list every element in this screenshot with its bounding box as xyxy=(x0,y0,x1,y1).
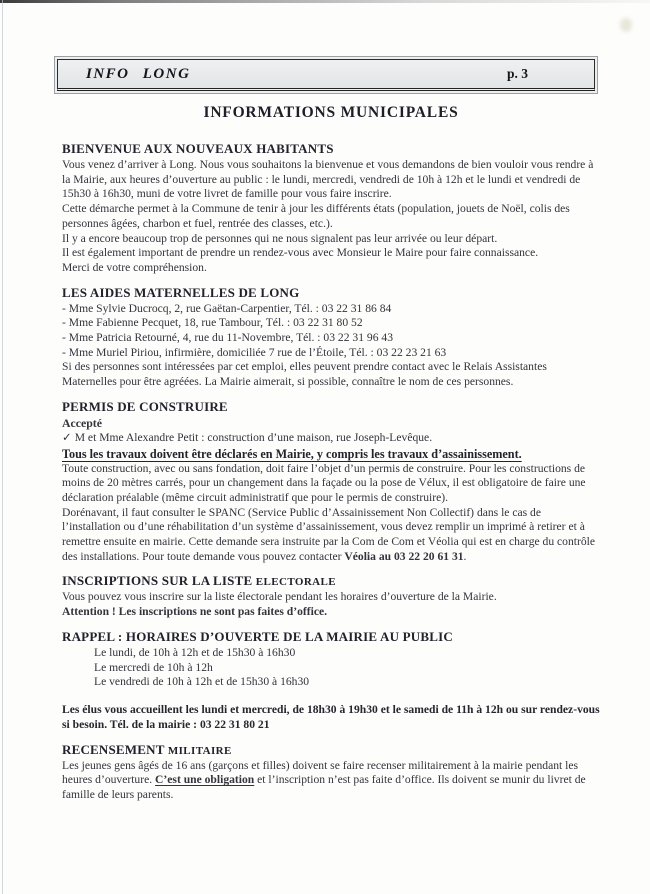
opening-hours-line: Le vendredi de 10h à 12h et de 15h30 à 16h30 xyxy=(94,675,310,689)
paragraph: Vous pouvez vous inscrire sur la liste électorale pendant les horaires d’ouverture de la Mairie. xyxy=(62,590,497,604)
opening-hours-line: Le mercredi de 10h à 12h xyxy=(94,660,213,674)
section-heading-rappel: RAPPEL : HORAIRES D’OUVERTE DE LA MAIRIE AU PUBLIC xyxy=(62,628,453,644)
paragraph: Si des personnes sont intéressées par cet emploi, elles peuvent prendre contact avec le Relais Assistantes Maternelles pour être agréées. La Mairie aimerait, si possible, connaître le nom de ces personnes. xyxy=(62,360,547,389)
paragraph-text: et l’inscription n’est pas faite d’office. Ils doivent se munir du livret de famille de leurs parents. xyxy=(62,773,586,802)
section-recensement-militaire xyxy=(62,742,600,803)
section-heading-recensement xyxy=(62,742,600,758)
newsletter-title: INFO LONG xyxy=(86,65,191,82)
paragraph xyxy=(62,506,600,565)
check-icon: ✓ xyxy=(62,430,72,444)
section-horaires-mairie xyxy=(62,629,600,733)
section-bienvenue xyxy=(62,141,600,276)
paragraph xyxy=(62,759,600,803)
accepted-item xyxy=(62,431,600,446)
heading-text-small: ELECTORALE xyxy=(255,576,336,589)
page-content xyxy=(62,104,600,812)
paragraph: Vous venez d’arriver à Long. Nous vous souhaitons la bienvenue et vous demandons de bien vouloir vous rendre à la Mairie, aux heures d’ouverture au public : le lundi, mercredi, vendredi de 10h à 12h et le lundi et vendredi de 15h30 à 16h30, muni de votre livret de famille pour vous faire inscrire. xyxy=(62,158,594,201)
accepted-label: Accepté xyxy=(62,415,102,430)
assistante-entry: - Mme Patricia Retourné, 4, rue du 11-Novembre, Tél. : 03 22 31 96 43 xyxy=(62,331,393,345)
accepted-item-text: M et Mme Alexandre Petit : construction d’une maison, rue Joseph-Levêque. xyxy=(74,430,433,444)
assistante-entry: - Mme Sylvie Ducrocq, 2, rue Gaëtan-Carpentier, Tél. : 03 22 31 86 84 xyxy=(62,301,392,315)
scan-left-edge-artifact xyxy=(2,0,3,894)
page-number: p. 3 xyxy=(506,66,528,81)
paragraph-text: Dorénavant, il faut consulter le SPANC (Service Public d’Assainissement Non Collectif) dans le cas de l’installation ou d’une réhabilitation d’un système d’assainissement, vous devez remplir un imprimé à retirer et à remettre ensuite en mairie. Cette demande sera instruite par la Com de Com et Véolia qui est en charge du contrôle des installations. Pour toute demande vous pouvez contacter xyxy=(62,505,596,563)
veolia-contact: Véolia au 03 22 20 61 31 xyxy=(344,549,464,563)
paragraph: Toute construction, avec ou sans fondation, doit faire l’objet d’un permis de construire. Pour les constructions de moins de 20 mètres carrés, pour un changement dans la façade ou la pose de Vélux, il est obligatoire de faire une déclaration préalable (même circuit administratif que pour le permis de construire). xyxy=(62,461,586,504)
paragraph: Cette démarche permet à la Commune de tenir à jour les différents états (population, jouets de Noël, colis des personnes âgées, charbon et fuel, rentrée des classes, etc.). xyxy=(62,202,570,230)
section-permis-construire xyxy=(62,399,600,565)
heading-text: INSCRIPTIONS SUR LA LISTE xyxy=(62,573,256,589)
assistante-entry: - Mme Muriel Piriou, infirmière, domiciliée 7 rue de l’Étoile, Tél. : 03 22 23 21 63 xyxy=(62,345,447,359)
masthead-bar xyxy=(57,59,595,91)
heading-text-small: MILITAIRE xyxy=(167,744,232,757)
section-aides-maternelles xyxy=(62,285,600,390)
section-heading-elections xyxy=(62,573,600,589)
opening-hours-line: Le lundi, de 10h à 12h et de 15h30 à 16h30 xyxy=(94,645,296,659)
paragraph: Merci de votre compréhension. xyxy=(62,260,207,274)
assistante-entry: - Mme Fabienne Pecquet, 18, rue Tambour, Tél. : 03 22 31 80 52 xyxy=(62,316,363,330)
paragraph-text: . xyxy=(463,549,467,563)
scan-edge-artifact xyxy=(0,0,650,3)
paragraph: Il y a encore beaucoup trop de personnes qui ne nous signalent pas leur arrivée ou leur départ. xyxy=(62,231,498,245)
heading-text: RECENSEMENT xyxy=(62,741,168,757)
section-heading-bienvenue: BIENVENUE AUX NOUVEAUX HABITANTS xyxy=(62,141,334,156)
section-heading-permis: PERMIS DE CONSTRUIRE xyxy=(62,398,228,414)
attention-note: Attention ! Les inscriptions ne sont pas faites d’office. xyxy=(62,605,328,619)
paragraph-text: Les jeunes gens âgés de 16 ans (garçons et filles) doivent se faire recenser militairement à la mairie pendant les heures d’ouverture. xyxy=(62,758,579,787)
section-liste-electorale xyxy=(62,573,600,619)
section-heading-aides: LES AIDES MATERNELLES DE LONG xyxy=(62,284,300,300)
elus-availability-note: Les élus vous accueillent les lundi et mercredi, de 18h30 à 19h30 et le samedi de 11h à 12h ou sur rendez-vous si besoin. Tél. de la mairie : 03 22 31 80 21 xyxy=(62,703,600,731)
paragraph: Il est également important de prendre un rendez-vous avec Monsieur le Maire pour faire connaissance. xyxy=(62,246,539,260)
page-title: INFORMATIONS MUNICIPALES xyxy=(203,104,459,121)
scan-smudge xyxy=(620,18,632,32)
works-declaration-notice: Tous les travaux doivent être déclarés en Mairie, y compris les travaux d’assainissement. xyxy=(62,446,522,461)
obligation-emphasis: C’est une obligation xyxy=(155,773,255,787)
